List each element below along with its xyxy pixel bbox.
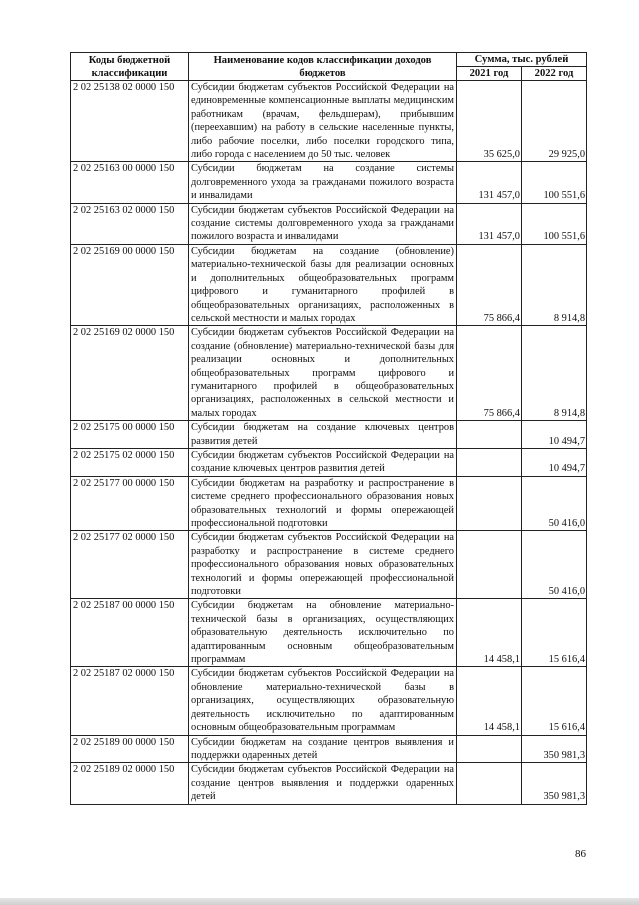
- amount-2021-cell: 35 625,0: [457, 81, 522, 162]
- name-cell: Субсидии бюджетам на создание ключевых центров развития детей: [189, 421, 457, 449]
- code-cell: 2 02 25138 02 0000 150: [71, 81, 189, 162]
- amount-2022-cell: 50 416,0: [522, 531, 587, 599]
- amount-2022-cell: 50 416,0: [522, 476, 587, 531]
- header-codes: Коды бюджетной классификации: [71, 53, 189, 81]
- table-row: [71, 162, 587, 203]
- header-year-2021: 2021 год: [457, 67, 522, 81]
- table-row: [71, 421, 587, 449]
- name-cell: Субсидии бюджетам на создание (обновление) материально-технической базы для реализации основных и дополнительных общеобразовательных программ цифрового и гуманитарного профилей в общеобразовательных организациях, расположенных в сельской местности и малых городах: [189, 244, 457, 325]
- amount-2022-cell: 15 616,4: [522, 667, 587, 735]
- amount-2021-cell: 75 866,4: [457, 244, 522, 325]
- page-number: 86: [575, 848, 586, 860]
- amount-2022-cell: 8 914,8: [522, 326, 587, 421]
- budget-revenue-table: [70, 52, 587, 805]
- table-row: [71, 203, 587, 244]
- amount-2021-cell: 75 866,4: [457, 326, 522, 421]
- name-cell: Субсидии бюджетам на обновление материально-технической базы в организациях, осуществляющих образовательную деятельность исключительно по адаптированным основным общеобразовательным программам: [189, 599, 457, 667]
- code-cell: 2 02 25189 02 0000 150: [71, 763, 189, 804]
- header-year-2022: 2022 год: [522, 67, 587, 81]
- code-cell: 2 02 25169 02 0000 150: [71, 326, 189, 421]
- code-cell: 2 02 25163 00 0000 150: [71, 162, 189, 203]
- amount-2022-cell: 100 551,6: [522, 203, 587, 244]
- table-row: [71, 667, 587, 735]
- table-row: [71, 763, 587, 804]
- table-row: [71, 476, 587, 531]
- table-row: [71, 326, 587, 421]
- code-cell: 2 02 25163 02 0000 150: [71, 203, 189, 244]
- table-row: [71, 81, 587, 162]
- amount-2022-cell: 10 494,7: [522, 421, 587, 449]
- amount-2022-cell: 15 616,4: [522, 599, 587, 667]
- amount-2022-cell: 29 925,0: [522, 81, 587, 162]
- code-cell: 2 02 25175 00 0000 150: [71, 421, 189, 449]
- amount-2021-cell: 131 457,0: [457, 162, 522, 203]
- amount-2022-cell: 100 551,6: [522, 162, 587, 203]
- table-header: [71, 53, 587, 81]
- amount-2021-cell: [457, 448, 522, 476]
- table-row: [71, 448, 587, 476]
- amount-2021-cell: [457, 421, 522, 449]
- code-cell: 2 02 25187 02 0000 150: [71, 667, 189, 735]
- scan-edge: [0, 898, 639, 905]
- amount-2022-cell: 350 981,3: [522, 763, 587, 804]
- amount-2021-cell: 14 458,1: [457, 599, 522, 667]
- amount-2021-cell: [457, 531, 522, 599]
- amount-2022-cell: 8 914,8: [522, 244, 587, 325]
- amount-2022-cell: 350 981,3: [522, 735, 587, 763]
- amount-2021-cell: [457, 763, 522, 804]
- code-cell: 2 02 25177 02 0000 150: [71, 531, 189, 599]
- name-cell: Субсидии бюджетам субъектов Российской Федерации на создание системы долговременного ухода за гражданами пожилого возраста и инвалидами: [189, 203, 457, 244]
- amount-2021-cell: 14 458,1: [457, 667, 522, 735]
- name-cell: Субсидии бюджетам на создание центров выявления и поддержки одаренных детей: [189, 735, 457, 763]
- table-row: [71, 599, 587, 667]
- name-cell: Субсидии бюджетам субъектов Российской Федерации на разработку и распространение в системе среднего профессионального образования новых образовательных технологий и формы опережающей профессиональной подготовки: [189, 531, 457, 599]
- budget-table-container: [70, 52, 586, 805]
- name-cell: Субсидии бюджетам субъектов Российской Федерации на создание ключевых центров развития детей: [189, 448, 457, 476]
- code-cell: 2 02 25169 00 0000 150: [71, 244, 189, 325]
- name-cell: Субсидии бюджетам субъектов Российской Федерации на создание центров выявления и поддержки одаренных детей: [189, 763, 457, 804]
- code-cell: 2 02 25175 02 0000 150: [71, 448, 189, 476]
- amount-2022-cell: 10 494,7: [522, 448, 587, 476]
- table-row: [71, 244, 587, 325]
- header-amount: Сумма, тыс. рублей: [457, 53, 587, 67]
- table-body: [71, 81, 587, 805]
- amount-2021-cell: 131 457,0: [457, 203, 522, 244]
- name-cell: Субсидии бюджетам субъектов Российской Федерации на создание (обновление) материально-технической базы для реализации основных и дополнительных общеобразовательных программ цифрового и гуманитарного профилей в общеобразовательных организациях, расположенных в сельской местности и малых городах: [189, 326, 457, 421]
- code-cell: 2 02 25189 00 0000 150: [71, 735, 189, 763]
- code-cell: 2 02 25187 00 0000 150: [71, 599, 189, 667]
- amount-2021-cell: [457, 476, 522, 531]
- name-cell: Субсидии бюджетам на создание системы долговременного ухода за гражданами пожилого возраста и инвалидами: [189, 162, 457, 203]
- amount-2021-cell: [457, 735, 522, 763]
- table-row: [71, 735, 587, 763]
- code-cell: 2 02 25177 00 0000 150: [71, 476, 189, 531]
- name-cell: Субсидии бюджетам субъектов Российской Федерации на единовременные компенсационные выплаты медицинским работникам (врачам, фельдшерам), прибывшим (переехавшим) на работу в сельские населенные пункты, либо рабочие поселки, либо поселки городского типа, либо города с населением до 50 тыс. человек: [189, 81, 457, 162]
- header-names: Наименование кодов классификации доходов бюджетов: [189, 53, 457, 81]
- header-row: [71, 53, 587, 67]
- name-cell: Субсидии бюджетам на разработку и распространение в системе среднего профессионального образования новых образовательных технологий и формы опережающей профессиональной подготовки: [189, 476, 457, 531]
- table-row: [71, 531, 587, 599]
- name-cell: Субсидии бюджетам субъектов Российской Федерации на обновление материально-технической базы в организациях, осуществляющих образовательную деятельность исключительно по адаптированным основным общеобразовательным программам: [189, 667, 457, 735]
